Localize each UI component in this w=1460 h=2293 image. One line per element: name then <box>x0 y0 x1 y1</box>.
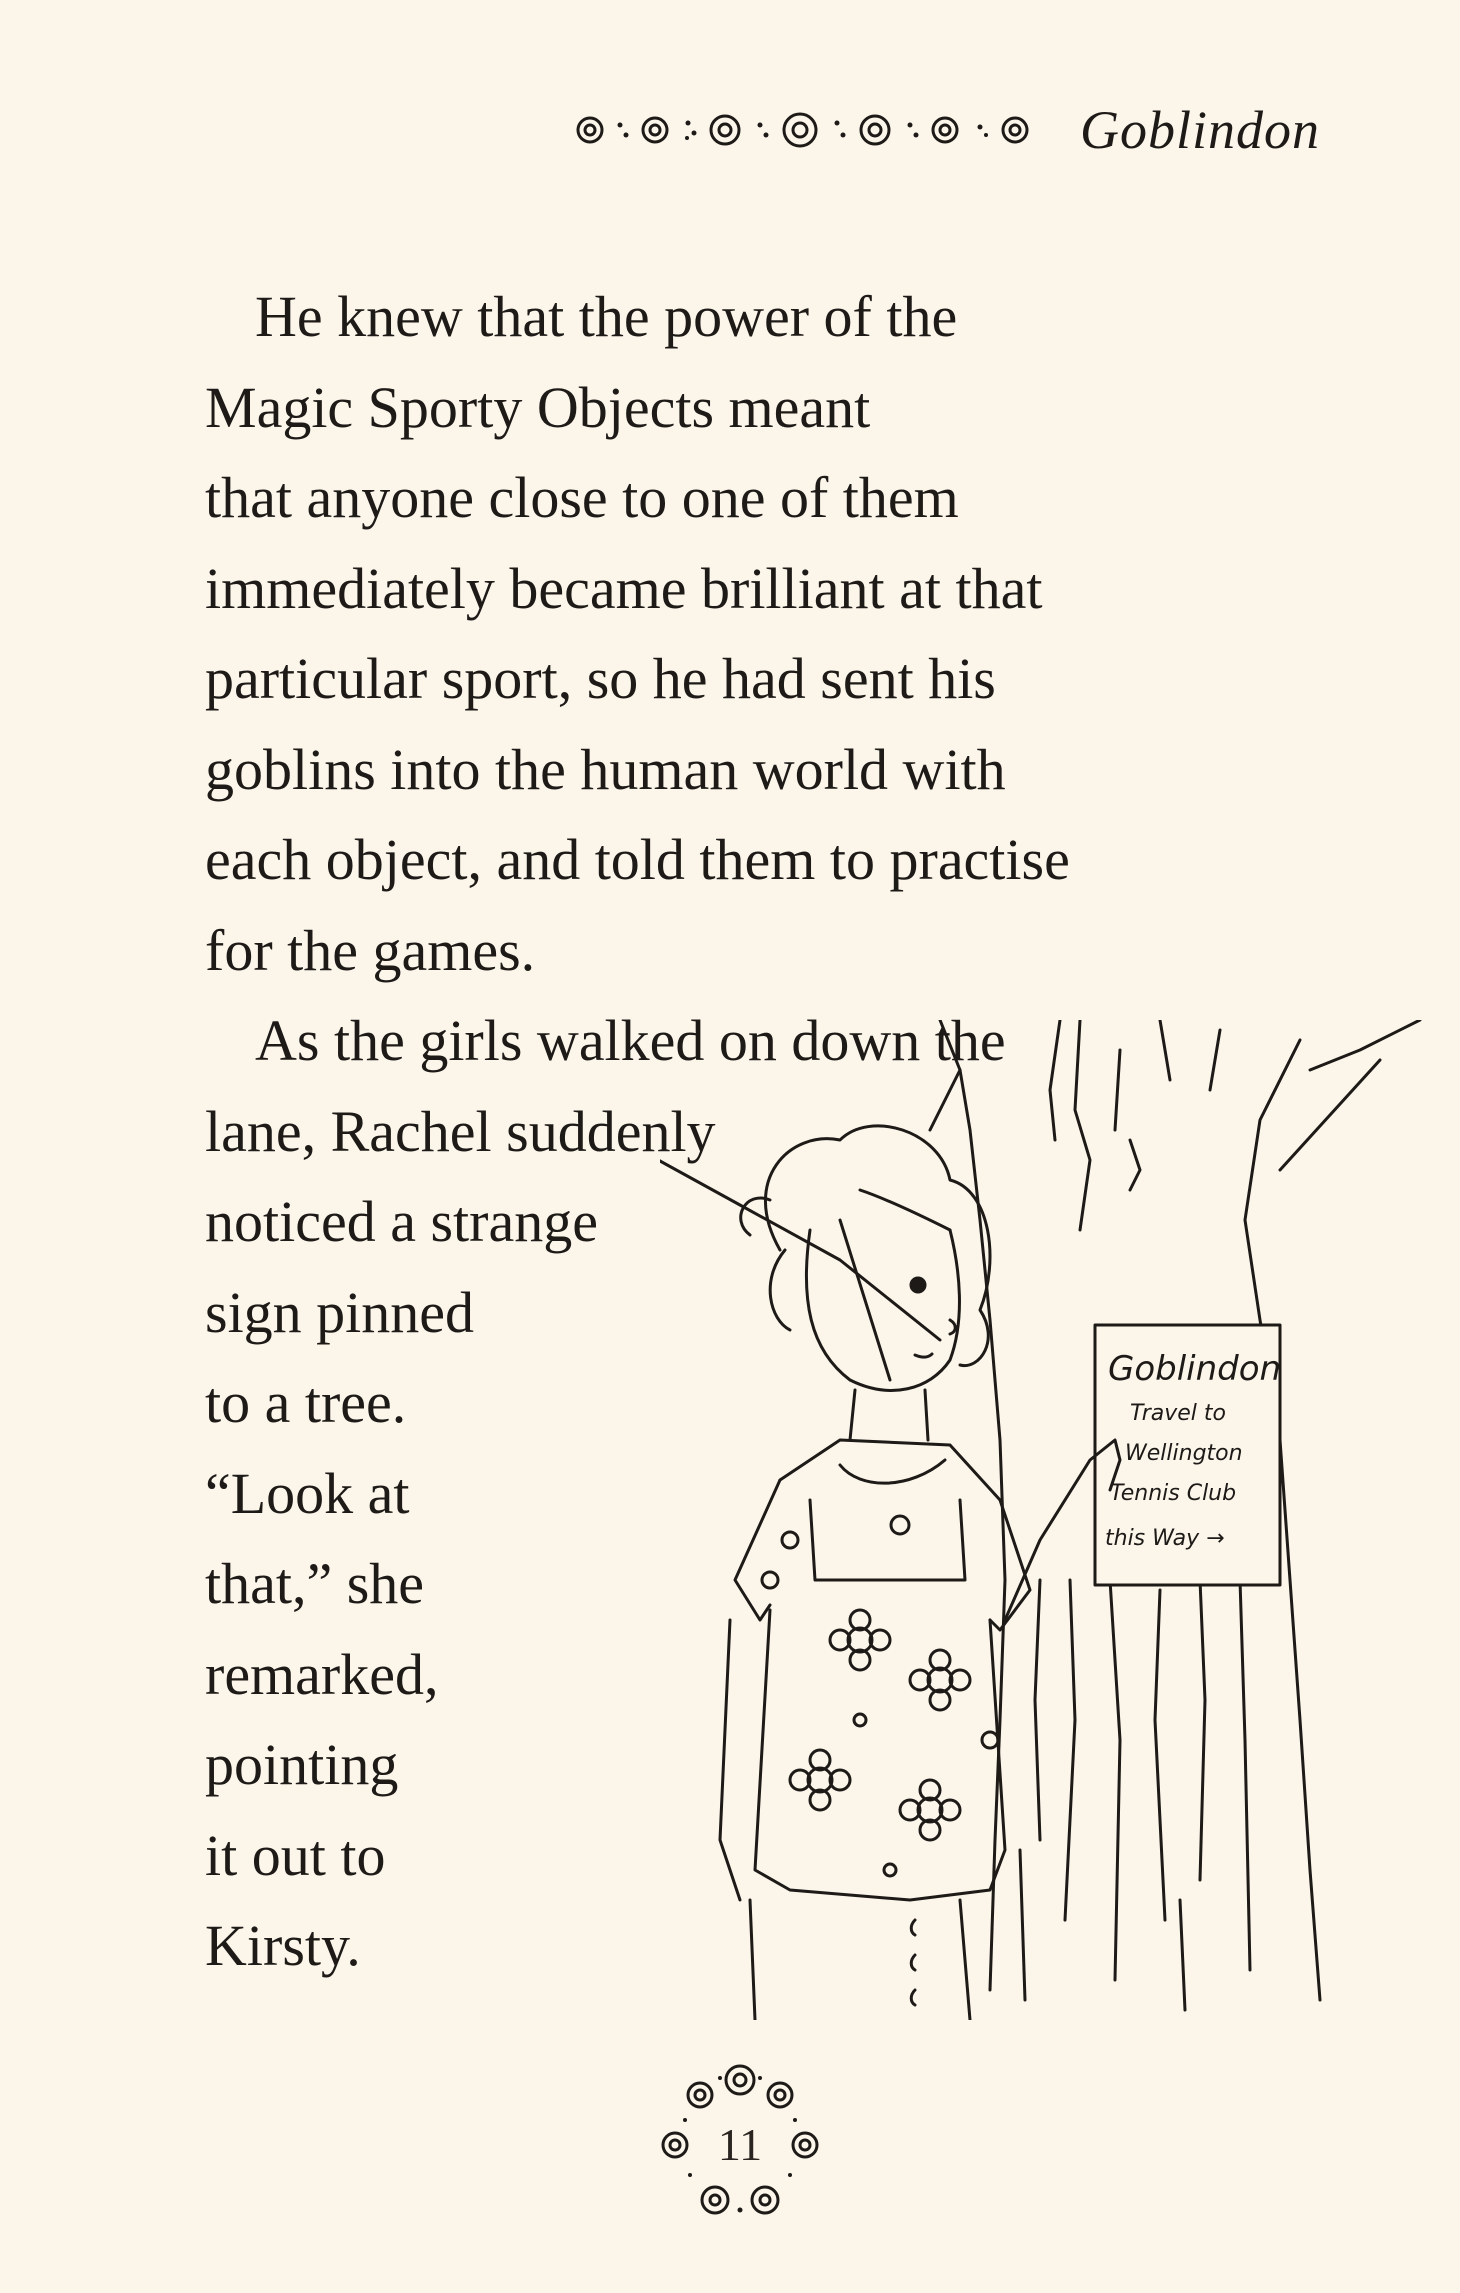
text-line: pointing <box>205 1732 399 1797</box>
girl-rachel <box>720 1126 1120 2020</box>
text-line: As the girls walked on down the <box>255 1008 1006 1073</box>
text-line: “Look at <box>205 1460 410 1526</box>
text-line: particular sport, so he had sent his <box>205 646 996 711</box>
paragraph-1 <box>205 272 1345 996</box>
text-line: goblins into the human world with <box>205 736 1006 802</box>
text-line: Kirsty. <box>205 1913 361 1978</box>
text-line: for the games. <box>205 917 536 983</box>
text-line: lane, Rachel suddenly <box>205 1098 716 1164</box>
text-line: to a tree. <box>205 1370 407 1435</box>
text-line: each object, and told them to practise <box>205 827 1070 892</box>
text-line: that anyone close to one of them <box>205 465 959 530</box>
sign-line: Travel to <box>1130 1401 1227 1426</box>
text-line: immediately became brilliant at that <box>205 555 1043 621</box>
sign-line: this Way → <box>1105 1526 1225 1551</box>
text-line: noticed a strange <box>205 1189 598 1254</box>
text-line: it out to <box>205 1822 386 1888</box>
text-line: remarked, <box>205 1641 439 1707</box>
text-line: sign pinned <box>205 1279 475 1345</box>
running-header <box>530 85 1320 175</box>
flower-pattern <box>762 1532 998 1876</box>
sign-line: Goblindon <box>1108 1349 1282 1389</box>
text-line: that,” she <box>205 1551 425 1616</box>
sign-line: Wellington <box>1125 1441 1243 1466</box>
page-number: 11 <box>717 2119 763 2170</box>
text-line: Magic Sporty Objects meant <box>205 374 871 440</box>
swirl-ornament <box>560 105 1040 155</box>
text-line: He knew that the power of the <box>255 284 958 349</box>
girl-and-tree-illustration <box>660 1020 1440 2020</box>
header-title: Goblindon <box>1079 100 1320 160</box>
page-number-ornament <box>640 2060 840 2230</box>
sign-line: Tennis Club <box>1110 1481 1237 1506</box>
